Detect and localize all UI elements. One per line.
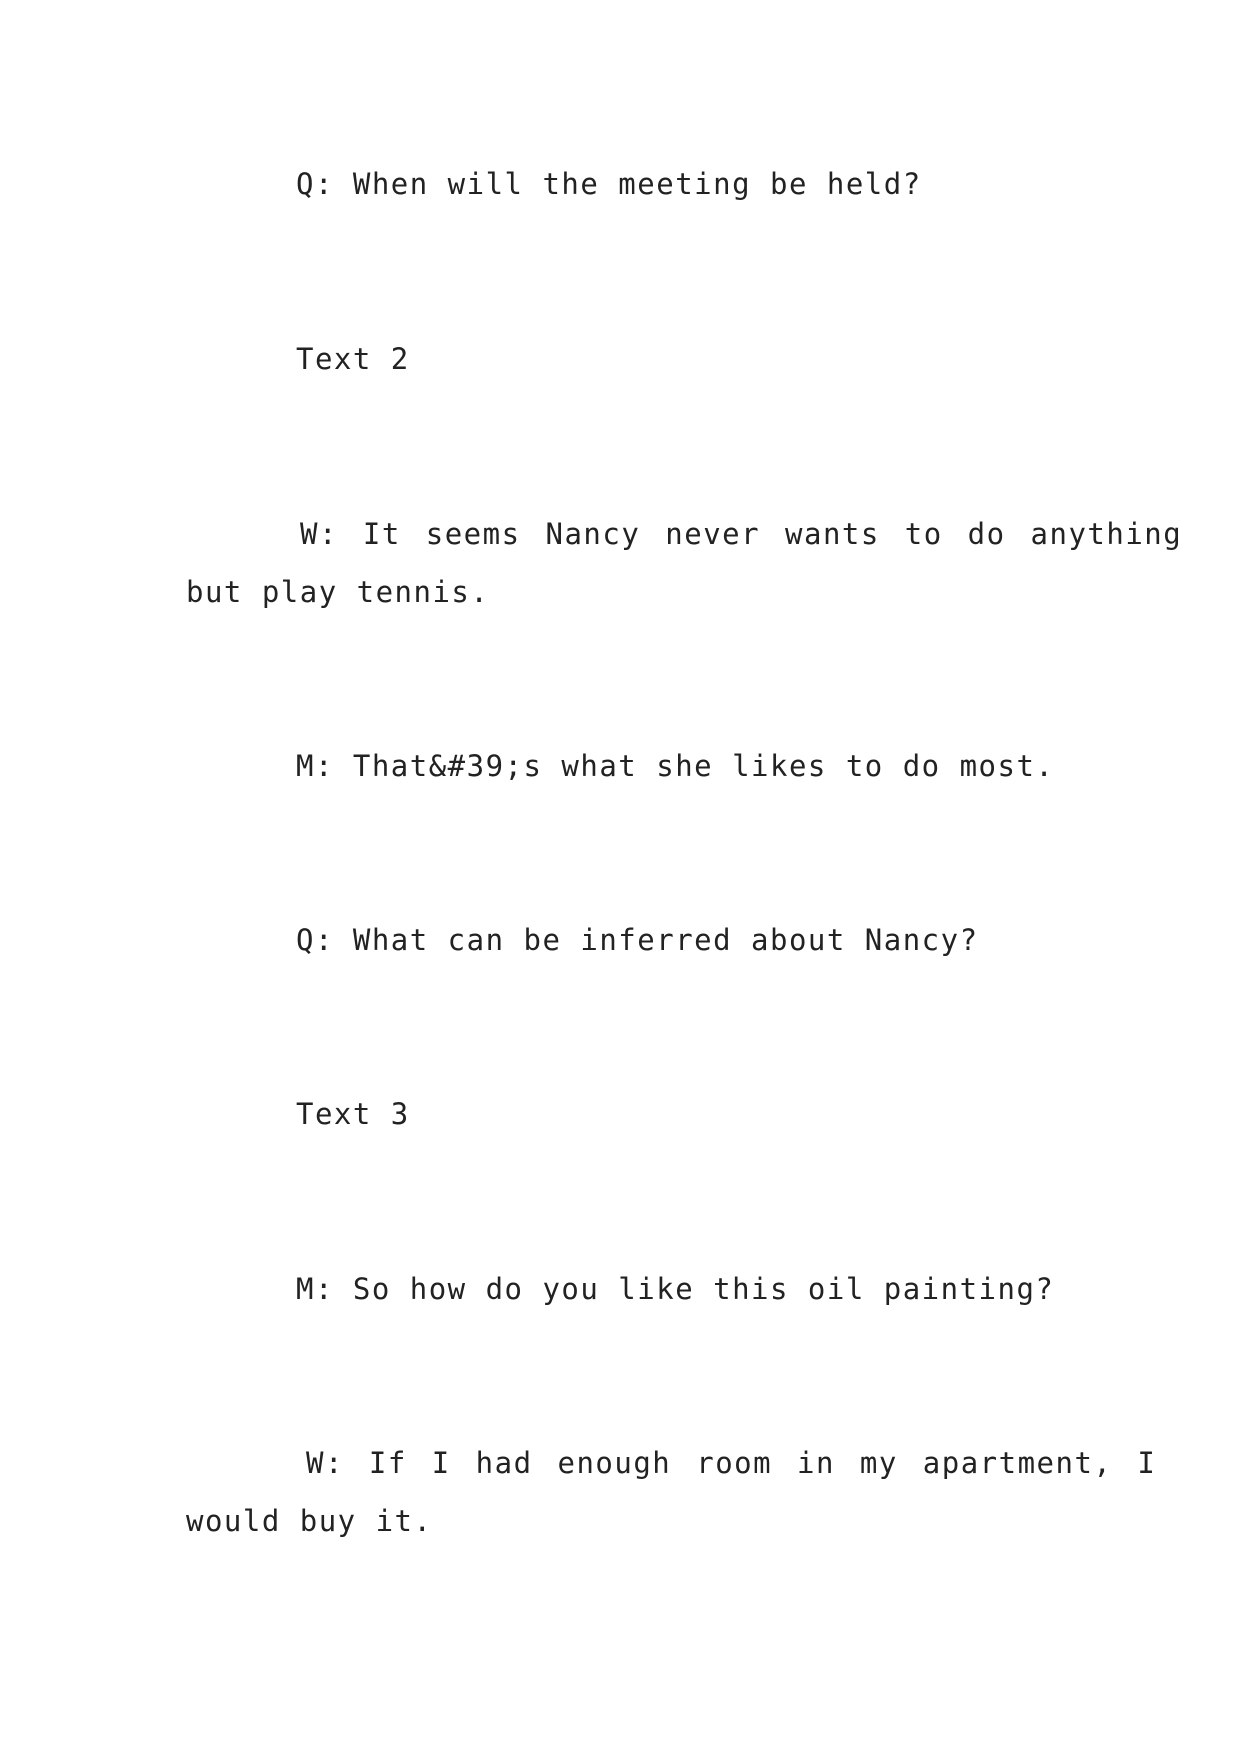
question-2: Q: What can be inferred about Nancy? bbox=[296, 923, 979, 957]
dialogue-line-w-1: W: It seems Nancy never wants to do anything bbox=[300, 517, 1183, 551]
dialogue-line-m-2: M: So how do you like this oil painting? bbox=[296, 1272, 1055, 1306]
question-1: Q: When will the meeting be held? bbox=[296, 167, 922, 201]
section-heading-text-3: Text 3 bbox=[296, 1097, 410, 1131]
section-heading-text-2: Text 2 bbox=[296, 342, 410, 376]
dialogue-line-w-2-continued: would buy it. bbox=[186, 1504, 433, 1538]
dialogue-line-m-1: M: That&#39;s what she likes to do most. bbox=[296, 749, 1055, 783]
dialogue-line-w-1-continued: but play tennis. bbox=[186, 575, 490, 609]
dialogue-line-w-2: W: If I had enough room in my apartment, I bbox=[306, 1446, 1157, 1480]
